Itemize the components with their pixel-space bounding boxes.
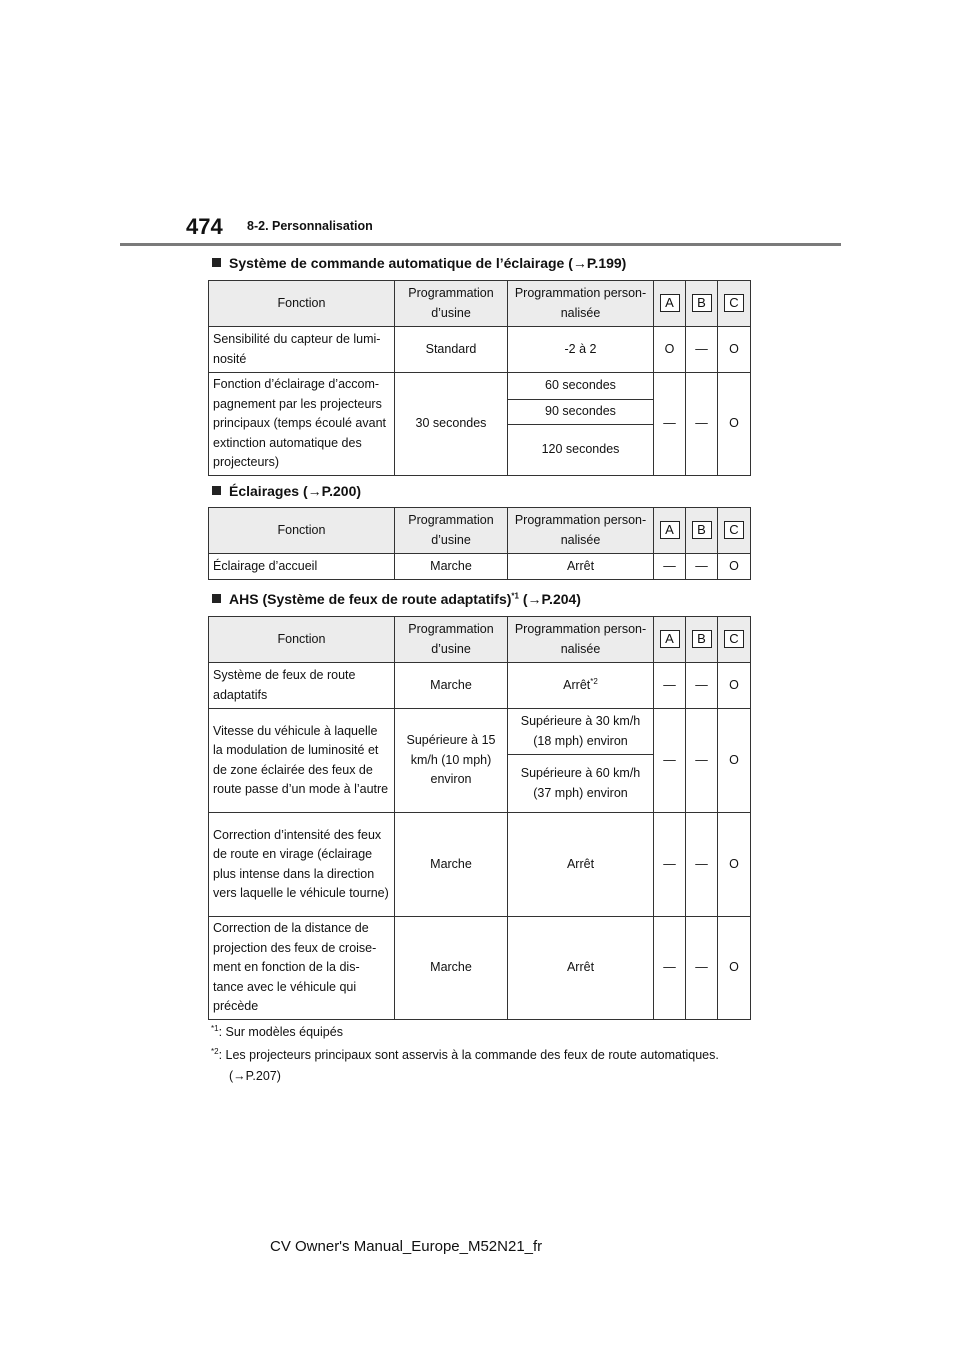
header-a: A: [654, 617, 686, 663]
heading-ahs: [212, 591, 581, 607]
heading-text: Système de commande automatique de l’éclairage (→P.199): [229, 255, 627, 271]
cell-a: —: [654, 709, 686, 813]
cell-c: O: [718, 709, 751, 813]
cell-b: —: [686, 327, 718, 373]
cell-usine: Marche: [395, 663, 508, 709]
table-row: [209, 663, 751, 709]
header-rule: [120, 243, 841, 246]
cell-perso: Arrêt: [508, 554, 654, 580]
page-number: 474: [186, 214, 223, 239]
table-row: [209, 327, 751, 373]
footnote-mark: *2: [590, 676, 598, 686]
footnote-text: : Sur modèles équipés: [218, 1025, 343, 1039]
table-header-row: [209, 617, 751, 663]
heading-text: AHS (Système de feux de route adaptatifs): [229, 591, 512, 607]
cell-fonction: Fonction d’éclairage d’accom-pagnement par les projecteurs principaux (temps écoulé avant extinction automatique des projecteurs): [209, 373, 395, 476]
header-fonction: Fonction: [209, 617, 395, 663]
table-row: [209, 554, 751, 580]
footer-manual-id: CV Owner's Manual_Europe_M52N21_fr: [270, 1238, 543, 1255]
table-row: [209, 813, 751, 917]
table-row: [209, 373, 751, 400]
cell-a: O: [654, 327, 686, 373]
cell-b: —: [686, 917, 718, 1020]
cell-b: —: [686, 813, 718, 917]
cell-c: O: [718, 813, 751, 917]
header-prog-usine: Programmation d’usine: [395, 281, 508, 327]
table-header-row: [209, 281, 751, 327]
cell-perso: 120 secondes: [508, 424, 654, 475]
header-b: B: [686, 617, 718, 663]
cell-usine: Marche: [395, 813, 508, 917]
footnote-mark: *1: [211, 1023, 219, 1033]
header-c: C: [718, 281, 751, 327]
header-prog-usine: Programmation d’usine: [395, 508, 508, 554]
cell-perso: Supérieure à 30 km/h (18 mph) environ: [508, 709, 654, 755]
cell-perso: Supérieure à 60 km/h (37 mph) environ: [508, 755, 654, 813]
table-eclairages: [208, 507, 751, 580]
bullet-square-icon: [212, 258, 221, 267]
bullet-square-icon: [212, 486, 221, 495]
footnote-1: [211, 1022, 343, 1042]
cell-a: —: [654, 554, 686, 580]
header-a: A: [654, 281, 686, 327]
header-prog-perso: Programmation person-nalisée: [508, 508, 654, 554]
header-prog-usine: Programmation d’usine: [395, 617, 508, 663]
cell-usine: 30 secondes: [395, 373, 508, 476]
header-a: A: [654, 508, 686, 554]
cell-usine: Marche: [395, 554, 508, 580]
heading-eclairage-auto: [212, 255, 626, 271]
cell-a: —: [654, 663, 686, 709]
header-prog-perso: Programmation person-nalisée: [508, 617, 654, 663]
footnote-text: : Les projecteurs principaux sont asservis à la commande des feux de route automatiques.: [218, 1048, 719, 1062]
cell-a: —: [654, 917, 686, 1020]
cell-b: —: [686, 373, 718, 476]
cell-perso-text: Arrêt: [563, 677, 591, 692]
table-header-row: [209, 508, 751, 554]
footnote-mark: *1: [511, 591, 519, 601]
cell-usine: Standard: [395, 327, 508, 373]
header-c: C: [718, 617, 751, 663]
cell-fonction: Vitesse du véhicule à laquelle la modulation de luminosité et de zone éclairée des feux de route passe d’un mode à l’autre: [209, 709, 395, 813]
table-row: [209, 709, 751, 755]
cell-perso: 90 secondes: [508, 399, 654, 424]
cell-perso: 60 secondes: [508, 373, 654, 400]
cell-c: O: [718, 327, 751, 373]
table-eclairage-auto: [208, 280, 751, 476]
bullet-square-icon: [212, 594, 221, 603]
header-prog-perso: Programmation person-nalisée: [508, 281, 654, 327]
cell-perso: [508, 663, 654, 709]
cell-fonction: Système de feux de route adaptatifs: [209, 663, 395, 709]
cell-fonction: Éclairage d’accueil: [209, 554, 395, 580]
cell-a: —: [654, 373, 686, 476]
cell-usine: Supérieure à 15 km/h (10 mph) environ: [395, 709, 508, 813]
cell-perso: Arrêt: [508, 813, 654, 917]
cell-a: —: [654, 813, 686, 917]
cell-b: —: [686, 709, 718, 813]
section-title: 8-2. Personnalisation: [247, 219, 373, 233]
cell-c: O: [718, 917, 751, 1020]
header-fonction: Fonction: [209, 508, 395, 554]
cell-c: O: [718, 554, 751, 580]
header-c: C: [718, 508, 751, 554]
cell-fonction: Correction de la distance de projection des feux de croise-ment en fonction de la dis-tance avec le véhicule qui précède: [209, 917, 395, 1020]
footnote-2-ref: (→P.207): [229, 1069, 281, 1083]
cell-fonction: Correction d’intensité des feux de route en virage (éclairage plus intense dans la direction vers laquelle le véhicule tourne): [209, 813, 395, 917]
table-ahs: [208, 616, 751, 1020]
cell-usine: Marche: [395, 917, 508, 1020]
table-row: [209, 917, 751, 1020]
cell-b: —: [686, 554, 718, 580]
header-fonction: Fonction: [209, 281, 395, 327]
cell-perso: Arrêt: [508, 917, 654, 1020]
cell-b: —: [686, 663, 718, 709]
heading-text: Éclairages (→P.200): [229, 483, 362, 499]
cell-c: O: [718, 663, 751, 709]
footnote-mark: *2: [211, 1046, 219, 1056]
cell-fonction: Sensibilité du capteur de lumi-nosité: [209, 327, 395, 373]
footnote-2: [211, 1045, 719, 1065]
header-b: B: [686, 281, 718, 327]
heading-eclairages: [212, 483, 361, 499]
heading-ref: (→P.204): [518, 591, 581, 607]
header-b: B: [686, 508, 718, 554]
cell-c: O: [718, 373, 751, 476]
cell-perso: -2 à 2: [508, 327, 654, 373]
